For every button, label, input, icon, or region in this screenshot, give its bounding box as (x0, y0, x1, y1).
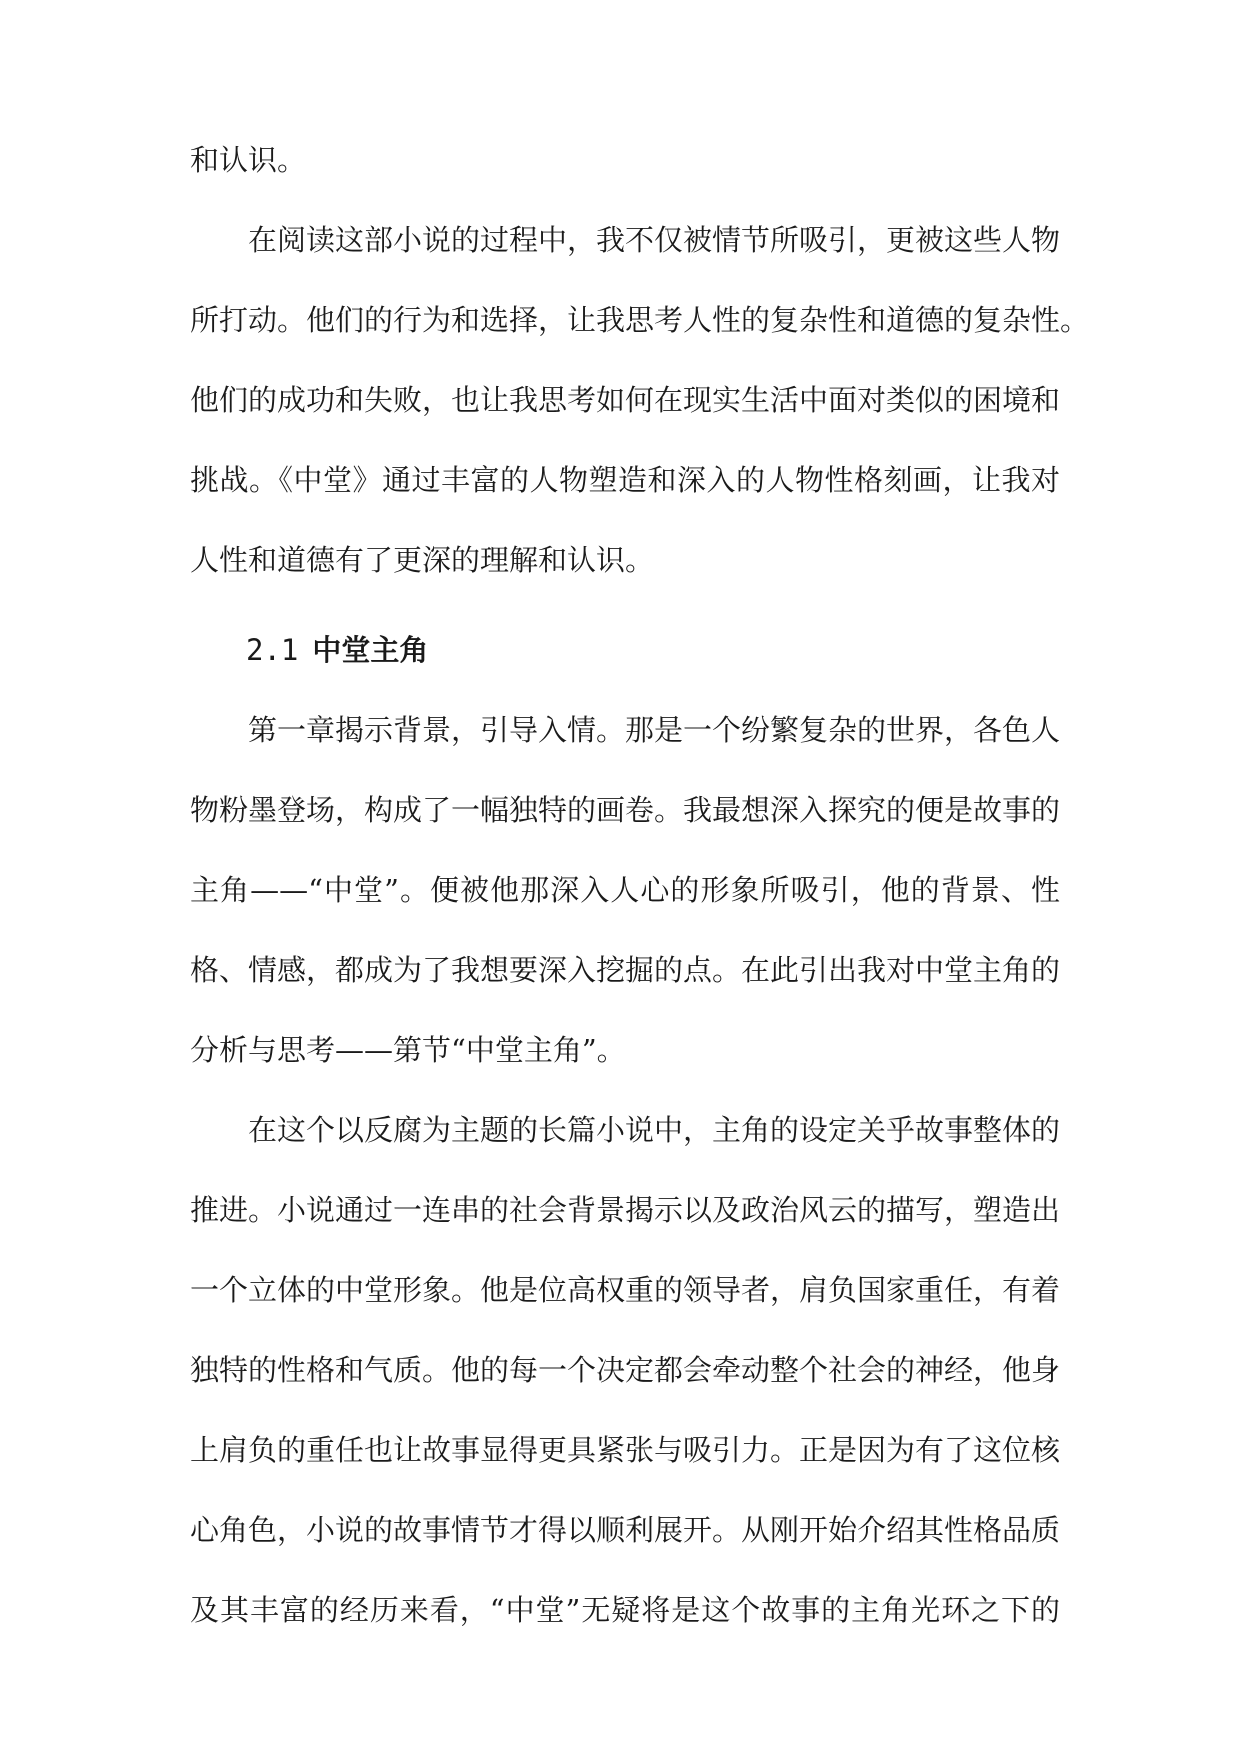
text-line: 心角色，小说的故事情节才得以顺利展开。从刚开始介绍其性格品质 (190, 1513, 1061, 1547)
text-line: 挑战。《中堂》通过丰富的人物塑造和深入的人物性格刻画，让我对 (190, 463, 1060, 497)
text-line: 物粉墨登场，构成了一幅独特的画卷。我最想深入探究的便是故事的 (190, 793, 1061, 827)
paragraph-protagonist-analysis (190, 1110, 1060, 1670)
text-line: 一个立体的中堂形象。他是位高权重的领导者，肩负国家重任，有着 (190, 1273, 1061, 1307)
text-line: 格、情感，都成为了我想要深入挖掘的点。在此引出我对中堂主角的 (190, 953, 1061, 987)
text-line: 所打动。他们的行为和选择，让我思考人性的复杂性和道德的复杂性。 (190, 303, 1090, 337)
paragraph-reading-reflection (190, 220, 1090, 620)
text-line: 及其丰富的经历来看，“中堂”无疑将是这个故事的主角光环之下的 (190, 1593, 1060, 1627)
text-line: 第一章揭示背景，引导入情。那是一个纷繁复杂的世界，各色人 (248, 713, 1061, 747)
paragraph-chapter-intro (190, 710, 1060, 1110)
text-line: 在阅读这部小说的过程中，我不仅被情节所吸引，更被这些人物 (248, 223, 1061, 257)
text-line: 在这个以反腐为主题的长篇小说中，主角的设定关乎故事整体的 (248, 1113, 1061, 1147)
text-line: 上肩负的重任也让故事显得更具紧张与吸引力。正是因为有了这位核 (190, 1433, 1061, 1467)
section-number: 2.1 (246, 633, 299, 667)
text-line: 推进。小说通过一连串的社会背景揭示以及政治风云的描写，塑造出 (190, 1193, 1061, 1227)
document-page (190, 140, 1090, 1670)
text-line: 和认识。 (190, 143, 307, 177)
section-heading (190, 630, 1060, 710)
text-line: 他们的成功和失败，也让我思考如何在现实生活中面对类似的困境和 (190, 383, 1061, 417)
text-line: 独特的性格和气质。他的每一个决定都会牵动整个社会的神经，他身 (190, 1353, 1061, 1387)
text-line: 分析与思考——第节“中堂主角”。 (190, 1033, 626, 1067)
text-line: 主角——“中堂”。便被他那深入人心的形象所吸引，他的背景、性 (190, 873, 1060, 907)
text-line: 人性和道德有了更深的理解和认识。 (190, 543, 655, 577)
paragraph-continuation (190, 140, 1060, 220)
section-title: 中堂主角 (312, 633, 429, 667)
